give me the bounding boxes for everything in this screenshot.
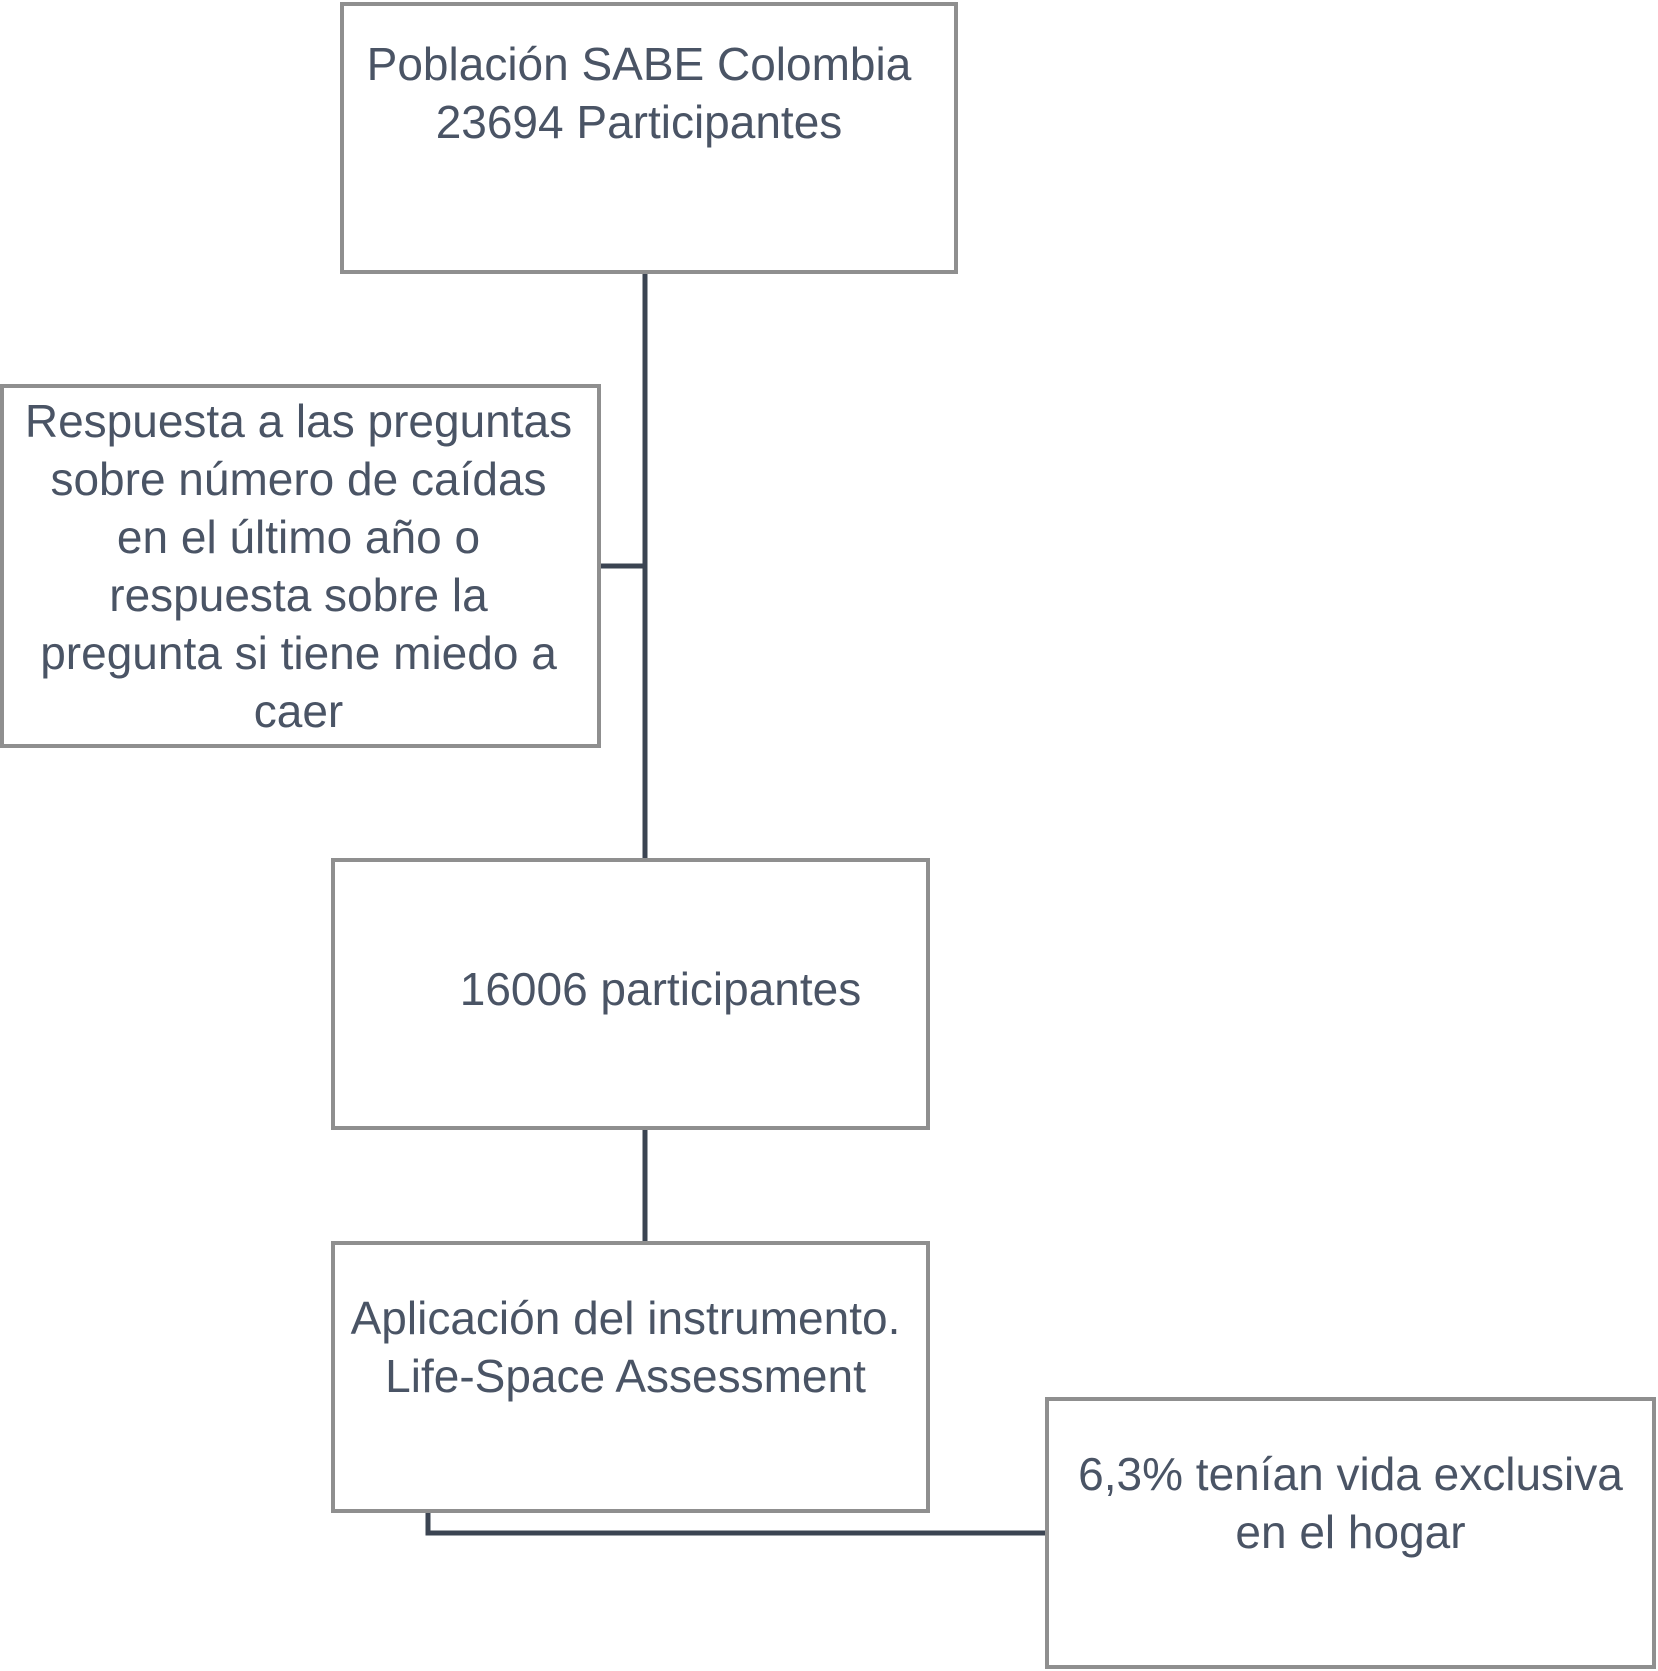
node-population-label: Población SABE Colombia 23694 Participantes [366, 38, 912, 148]
node-result [1045, 1397, 1656, 1669]
node-criteria-label: Respuesta a las preguntas sobre número de caídas en el último año o respuesta sobre la pregunta si tiene miedo a caer [24, 395, 573, 737]
node-participants [331, 858, 930, 1130]
connector-instrument-to-result [428, 1513, 1045, 1533]
node-instrument [331, 1241, 930, 1513]
node-instrument-label: Aplicación del instrumento. Life-Space Assessment [350, 1292, 901, 1402]
node-criteria [0, 384, 601, 748]
node-participants-label: 16006 participantes [459, 963, 862, 1015]
node-result-label: 6,3% tenían vida exclusiva en el hogar [1078, 1448, 1623, 1558]
node-population [340, 2, 958, 274]
